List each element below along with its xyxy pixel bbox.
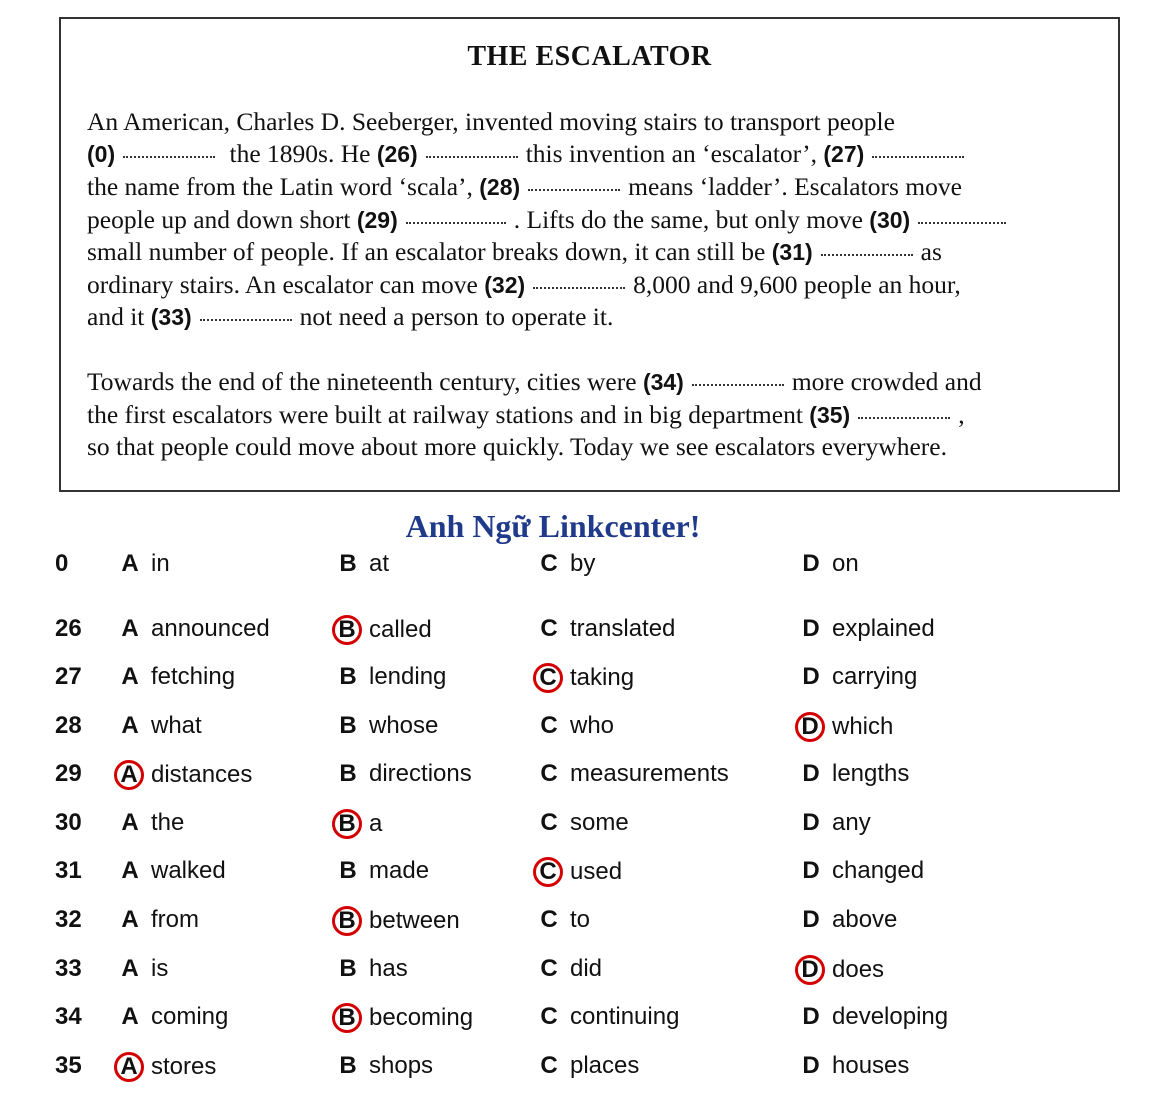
gap-29-label: (29) — [356, 207, 398, 233]
option-b[interactable] — [335, 1003, 473, 1033]
question-number: 31 — [55, 857, 82, 884]
option-word: between — [369, 907, 460, 934]
option-word: did — [570, 955, 603, 982]
gap-33-blank — [200, 317, 292, 321]
gap-0-label: (0) — [87, 141, 116, 167]
option-a[interactable] — [117, 550, 170, 578]
option-letter: C — [540, 760, 558, 787]
gap-0-blank — [123, 154, 215, 158]
option-letter: D — [802, 615, 820, 642]
option-word: whose — [369, 712, 439, 739]
passage-line-5: small number of people. If an escalator breaks down, it can still be (31) as — [87, 237, 942, 266]
option-c[interactable] — [536, 809, 629, 837]
gap-31-label: (31) — [771, 239, 813, 265]
question-row — [0, 809, 1153, 849]
option-letter: D — [802, 760, 820, 787]
option-c[interactable] — [536, 1003, 679, 1031]
option-a[interactable] — [117, 809, 184, 837]
option-word: measurements — [570, 760, 729, 787]
gap-26-label: (26) — [376, 141, 418, 167]
option-word: from — [151, 906, 199, 933]
question-number: 27 — [55, 663, 82, 690]
gap-27-label: (27) — [823, 141, 865, 167]
option-word: above — [832, 906, 898, 933]
option-d[interactable] — [798, 760, 909, 788]
circled-answer-letter: C — [533, 663, 563, 693]
option-b[interactable] — [335, 1052, 433, 1080]
option-b[interactable] — [335, 760, 472, 788]
option-d[interactable] — [798, 857, 924, 885]
question-row — [0, 955, 1153, 995]
option-letter: B — [339, 760, 357, 787]
option-d[interactable] — [798, 955, 884, 985]
option-letter: C — [540, 712, 558, 739]
option-letter: D — [802, 857, 820, 884]
option-letter: C — [540, 955, 558, 982]
question-row — [0, 712, 1153, 752]
option-a[interactable] — [117, 1003, 228, 1031]
option-letter: D — [802, 906, 820, 933]
option-letter: B — [339, 712, 357, 739]
option-letter: A — [121, 550, 139, 577]
circled-answer-letter: B — [332, 1003, 362, 1033]
option-letter: C — [540, 1052, 558, 1079]
option-c[interactable] — [536, 760, 729, 788]
option-word: lending — [369, 663, 447, 690]
option-word: made — [369, 857, 430, 884]
option-d[interactable] — [798, 906, 897, 934]
question-row — [0, 1052, 1153, 1092]
option-word: directions — [369, 760, 472, 787]
passage-line-8: Towards the end of the nineteenth century, cities were (34) more crowded and — [87, 367, 982, 396]
option-word: coming — [151, 1003, 229, 1030]
option-letter: A — [121, 906, 139, 933]
option-b[interactable] — [335, 906, 460, 936]
option-b[interactable] — [335, 955, 408, 983]
gap-35-blank — [858, 415, 950, 419]
option-d[interactable] — [798, 1003, 948, 1031]
question-number: 32 — [55, 906, 82, 933]
option-word: translated — [570, 615, 676, 642]
option-b[interactable] — [335, 712, 438, 740]
option-word: called — [369, 616, 432, 643]
passage-box — [59, 17, 1120, 492]
passage-line-6: ordinary stairs. An escalator can move (32) 8,000 and 9,600 people an hour, — [87, 270, 961, 299]
option-word: which — [832, 713, 894, 740]
question-number: 30 — [55, 809, 82, 836]
option-letter: A — [121, 663, 139, 690]
option-word: shops — [369, 1052, 434, 1079]
circled-answer-letter: A — [114, 760, 144, 790]
option-c[interactable] — [536, 1052, 639, 1080]
option-a[interactable] — [117, 1052, 216, 1082]
option-b[interactable] — [335, 857, 429, 885]
option-word: who — [570, 712, 615, 739]
option-d[interactable] — [798, 1052, 909, 1080]
option-word: fetching — [151, 663, 236, 690]
circled-answer-letter: B — [332, 615, 362, 645]
option-word: what — [151, 712, 202, 739]
passage-line-10: so that people could move about more quickly. Today we see escalators everywhere. — [87, 432, 947, 461]
option-a[interactable] — [117, 760, 252, 790]
gap-30-blank — [918, 220, 1006, 224]
passage-line-2: (0) the 1890s. He (26) this invention an ‘escalator’, (27) — [87, 139, 972, 169]
option-letter: A — [121, 1003, 139, 1030]
option-word: continuing — [570, 1003, 680, 1030]
question-number: 34 — [55, 1003, 82, 1030]
option-letter: C — [540, 550, 558, 577]
option-word: houses — [832, 1052, 910, 1079]
option-a[interactable] — [117, 955, 168, 983]
option-letter: B — [339, 1052, 357, 1079]
option-letter: D — [802, 550, 820, 577]
option-b[interactable] — [335, 809, 382, 839]
option-c[interactable] — [536, 955, 602, 983]
option-b[interactable] — [335, 550, 389, 578]
gap-28-blank — [528, 187, 620, 191]
option-word: announced — [151, 615, 270, 642]
option-word: to — [570, 906, 591, 933]
option-d[interactable] — [798, 550, 859, 578]
option-d[interactable] — [798, 712, 893, 742]
passage-title: THE ESCALATOR — [467, 41, 712, 72]
option-a[interactable] — [117, 712, 202, 740]
passage-line-9: the first escalators were built at railway stations and in big department (35) , — [87, 400, 965, 429]
option-d[interactable] — [798, 615, 935, 643]
option-word: in — [151, 550, 170, 577]
option-c[interactable] — [536, 663, 634, 693]
question-number: 0 — [55, 550, 69, 577]
gap-29-blank — [406, 220, 506, 224]
question-row — [0, 760, 1153, 800]
option-letter: B — [339, 550, 357, 577]
passage-line-3: the name from the Latin word ‘scala’, (28) means ‘ladder’. Escalators move — [87, 172, 962, 201]
circled-answer-letter: D — [795, 955, 825, 985]
option-word: used — [570, 858, 623, 885]
circled-answer-letter: B — [332, 906, 362, 936]
option-c[interactable] — [536, 906, 590, 934]
option-word: has — [369, 955, 408, 982]
option-a[interactable] — [117, 663, 235, 691]
option-letter: A — [121, 615, 139, 642]
option-word: taking — [570, 664, 635, 691]
option-word: becoming — [369, 1004, 474, 1031]
option-word: explained — [832, 615, 935, 642]
question-number: 28 — [55, 712, 82, 739]
option-a[interactable] — [117, 906, 199, 934]
question-row — [0, 857, 1153, 897]
option-c[interactable] — [536, 712, 614, 740]
gap-34-blank — [692, 382, 784, 386]
circled-answer-letter: D — [795, 712, 825, 742]
circled-answer-letter: A — [114, 1052, 144, 1082]
gap-27-blank — [872, 154, 964, 158]
option-word: places — [570, 1052, 640, 1079]
option-word: is — [151, 955, 169, 982]
gap-33-label: (33) — [150, 304, 192, 330]
option-letter: B — [339, 955, 357, 982]
option-word: by — [570, 550, 596, 577]
option-word: lengths — [832, 760, 910, 787]
option-word: changed — [832, 857, 925, 884]
option-b[interactable] — [335, 663, 446, 691]
circled-answer-letter: B — [332, 809, 362, 839]
question-number: 35 — [55, 1052, 82, 1079]
option-b[interactable] — [335, 615, 432, 645]
passage-line-7: and it (33) not need a person to operate it. — [87, 302, 614, 331]
option-word: the — [151, 809, 185, 836]
option-d[interactable] — [798, 663, 917, 691]
question-number: 29 — [55, 760, 82, 787]
option-letter: D — [802, 663, 820, 690]
question-row — [0, 1003, 1153, 1043]
option-letter: B — [339, 857, 357, 884]
question-number: 33 — [55, 955, 82, 982]
option-letter: C — [540, 1003, 558, 1030]
circled-answer-letter: C — [533, 857, 563, 887]
option-word: some — [570, 809, 629, 836]
option-letter: B — [339, 663, 357, 690]
option-letter: A — [121, 809, 139, 836]
option-d[interactable] — [798, 809, 871, 837]
question-row — [0, 550, 1153, 590]
option-word: a — [369, 810, 383, 837]
question-number: 26 — [55, 615, 82, 642]
option-word: at — [369, 550, 390, 577]
option-c[interactable] — [536, 550, 595, 578]
gap-34-label: (34) — [642, 369, 684, 395]
option-word: stores — [151, 1053, 217, 1080]
option-letter: A — [121, 857, 139, 884]
passage-line-4: people up and down short (29) . Lifts do the same, but only move (30) — [87, 205, 1014, 235]
option-word: developing — [832, 1003, 949, 1030]
option-word: any — [832, 809, 871, 836]
question-row — [0, 906, 1153, 946]
option-word: does — [832, 956, 885, 983]
option-letter: D — [802, 1052, 820, 1079]
option-letter: D — [802, 809, 820, 836]
gap-30-label: (30) — [869, 207, 911, 233]
gap-32-label: (32) — [484, 272, 526, 298]
option-letter: D — [802, 1003, 820, 1030]
watermark-text: Anh Ngữ Linkcenter! — [405, 508, 701, 544]
option-letter: C — [540, 906, 558, 933]
option-c[interactable] — [536, 857, 622, 887]
passage-line-1: An American, Charles D. Seeberger, invented moving stairs to transport people — [87, 107, 895, 136]
option-letter: A — [121, 955, 139, 982]
gap-28-label: (28) — [479, 174, 521, 200]
question-row — [0, 615, 1153, 655]
option-c[interactable] — [536, 615, 675, 643]
option-a[interactable] — [117, 615, 270, 643]
option-word: walked — [151, 857, 226, 884]
option-letter: A — [121, 712, 139, 739]
option-letter: C — [540, 809, 558, 836]
gap-31-blank — [821, 252, 913, 256]
option-a[interactable] — [117, 857, 226, 885]
gap-35-label: (35) — [809, 402, 851, 428]
option-word: distances — [151, 761, 253, 788]
option-letter: C — [540, 615, 558, 642]
gap-32-blank — [533, 285, 625, 289]
option-word: on — [832, 550, 859, 577]
question-row — [0, 663, 1153, 703]
gap-26-blank — [426, 154, 518, 158]
option-word: carrying — [832, 663, 918, 690]
